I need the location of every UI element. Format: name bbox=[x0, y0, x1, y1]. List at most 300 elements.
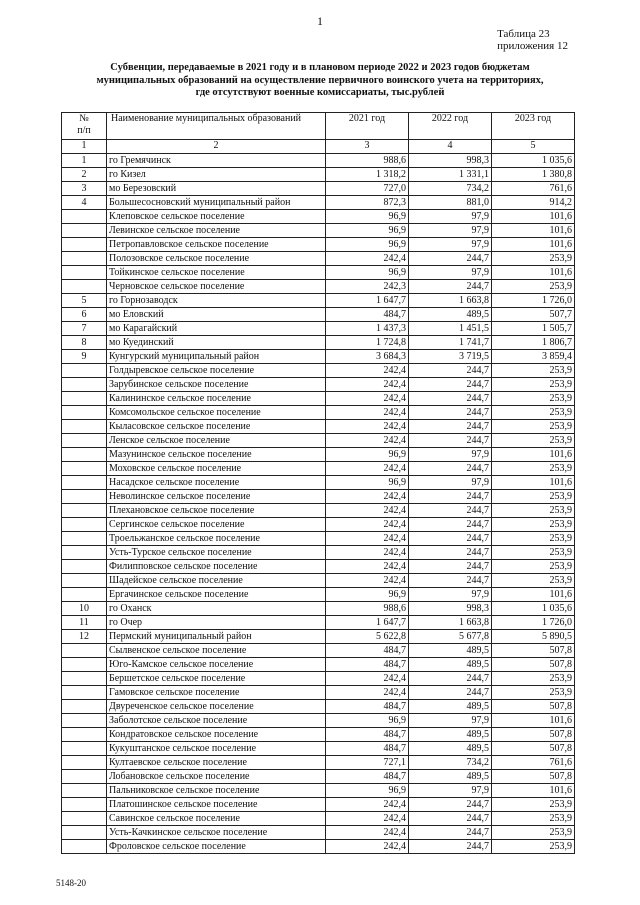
row-number bbox=[62, 672, 107, 686]
municipality-name: Бершетское сельское поселение bbox=[107, 672, 326, 686]
value-2022: 244,7 bbox=[409, 518, 492, 532]
row-number bbox=[62, 518, 107, 532]
value-2023: 253,9 bbox=[492, 546, 575, 560]
value-2022: 244,7 bbox=[409, 252, 492, 266]
table-row bbox=[62, 392, 575, 406]
table-row bbox=[62, 658, 575, 672]
value-2021: 96,9 bbox=[326, 238, 409, 252]
municipality-name: Полозовское сельское поселение bbox=[107, 252, 326, 266]
value-2022: 489,5 bbox=[409, 770, 492, 784]
row-number: 5 bbox=[62, 294, 107, 308]
municipality-name: Савинское сельское поселение bbox=[107, 812, 326, 826]
municipality-name: Юго-Камское сельское поселение bbox=[107, 658, 326, 672]
municipality-name: го Оханск bbox=[107, 602, 326, 616]
row-number: 8 bbox=[62, 336, 107, 350]
row-number bbox=[62, 448, 107, 462]
municipality-name: Тойкинское сельское поселение bbox=[107, 266, 326, 280]
value-2021: 988,6 bbox=[326, 154, 409, 168]
col-number: 1 bbox=[62, 140, 107, 154]
title-line: муниципальных образований на осуществление первичного воинского учета на территориях, bbox=[96, 74, 544, 86]
table-row bbox=[62, 742, 575, 756]
table-row bbox=[62, 462, 575, 476]
table-header-row bbox=[62, 113, 575, 140]
value-2022: 489,5 bbox=[409, 658, 492, 672]
row-number: 7 bbox=[62, 322, 107, 336]
value-2023: 253,9 bbox=[492, 686, 575, 700]
value-2021: 484,7 bbox=[326, 770, 409, 784]
municipality-name: мо Куединский bbox=[107, 336, 326, 350]
table-row bbox=[62, 224, 575, 238]
municipality-name: Большесосновский муниципальный район bbox=[107, 196, 326, 210]
value-2022: 1 741,7 bbox=[409, 336, 492, 350]
value-2023: 507,8 bbox=[492, 644, 575, 658]
value-2021: 96,9 bbox=[326, 224, 409, 238]
value-2022: 97,9 bbox=[409, 476, 492, 490]
row-number bbox=[62, 658, 107, 672]
value-2022: 244,7 bbox=[409, 378, 492, 392]
table-row bbox=[62, 448, 575, 462]
row-number bbox=[62, 210, 107, 224]
value-2021: 1 647,7 bbox=[326, 616, 409, 630]
page-number: 1 bbox=[317, 14, 323, 28]
value-2023: 253,9 bbox=[492, 392, 575, 406]
municipality-name: го Очер bbox=[107, 616, 326, 630]
municipality-name: мо Еловский bbox=[107, 308, 326, 322]
municipality-name: Черновское сельское поселение bbox=[107, 280, 326, 294]
municipality-name: Пальниковское сельское поселение bbox=[107, 784, 326, 798]
municipality-name: Насадское сельское поселение bbox=[107, 476, 326, 490]
value-2021: 3 684,3 bbox=[326, 350, 409, 364]
table-row bbox=[62, 266, 575, 280]
value-2023: 101,6 bbox=[492, 588, 575, 602]
value-2023: 761,6 bbox=[492, 756, 575, 770]
value-2021: 242,4 bbox=[326, 560, 409, 574]
municipality-name: мо Карагайский bbox=[107, 322, 326, 336]
value-2023: 761,6 bbox=[492, 182, 575, 196]
value-2023: 253,9 bbox=[492, 462, 575, 476]
municipality-name: Заболотское сельское поселение bbox=[107, 714, 326, 728]
value-2023: 1 505,7 bbox=[492, 322, 575, 336]
table-row bbox=[62, 756, 575, 770]
table-row bbox=[62, 588, 575, 602]
row-number bbox=[62, 490, 107, 504]
row-number: 6 bbox=[62, 308, 107, 322]
value-2023: 1 035,6 bbox=[492, 154, 575, 168]
municipality-name: Мазунинское сельское поселение bbox=[107, 448, 326, 462]
table-row bbox=[62, 336, 575, 350]
value-2022: 244,7 bbox=[409, 392, 492, 406]
value-2023: 5 890,5 bbox=[492, 630, 575, 644]
value-2023: 507,8 bbox=[492, 658, 575, 672]
table-row bbox=[62, 490, 575, 504]
municipality-name: Кондратовское сельское поселение bbox=[107, 728, 326, 742]
value-2022: 3 719,5 bbox=[409, 350, 492, 364]
value-2021: 1 318,2 bbox=[326, 168, 409, 182]
row-number bbox=[62, 266, 107, 280]
value-2022: 244,7 bbox=[409, 574, 492, 588]
municipality-name: Троельжанское сельское поселение bbox=[107, 532, 326, 546]
header-name: Наименование муниципальных образований bbox=[107, 113, 326, 140]
municipality-name: Платошинское сельское поселение bbox=[107, 798, 326, 812]
municipality-name: го Горнозаводск bbox=[107, 294, 326, 308]
municipality-name: Кукуштанское сельское поселение bbox=[107, 742, 326, 756]
value-2022: 244,7 bbox=[409, 812, 492, 826]
value-2022: 489,5 bbox=[409, 728, 492, 742]
municipality-name: Гамовское сельское поселение bbox=[107, 686, 326, 700]
value-2023: 253,9 bbox=[492, 378, 575, 392]
header-2021: 2021 год bbox=[326, 113, 409, 140]
value-2021: 242,4 bbox=[326, 364, 409, 378]
table-row bbox=[62, 644, 575, 658]
value-2021: 96,9 bbox=[326, 210, 409, 224]
value-2022: 998,3 bbox=[409, 602, 492, 616]
table-row bbox=[62, 672, 575, 686]
value-2022: 489,5 bbox=[409, 700, 492, 714]
value-2022: 1 451,5 bbox=[409, 322, 492, 336]
row-number bbox=[62, 840, 107, 854]
value-2021: 1 437,3 bbox=[326, 322, 409, 336]
table-row bbox=[62, 714, 575, 728]
table-row bbox=[62, 770, 575, 784]
value-2021: 242,4 bbox=[326, 434, 409, 448]
col-number: 3 bbox=[326, 140, 409, 154]
value-2023: 253,9 bbox=[492, 364, 575, 378]
value-2023: 101,6 bbox=[492, 714, 575, 728]
value-2022: 244,7 bbox=[409, 364, 492, 378]
value-2022: 244,7 bbox=[409, 546, 492, 560]
value-2021: 242,4 bbox=[326, 504, 409, 518]
table-row bbox=[62, 518, 575, 532]
row-number bbox=[62, 742, 107, 756]
municipality-name: Ергачинское сельское поселение bbox=[107, 588, 326, 602]
table-row bbox=[62, 364, 575, 378]
value-2022: 97,9 bbox=[409, 224, 492, 238]
value-2023: 101,6 bbox=[492, 224, 575, 238]
value-2021: 242,4 bbox=[326, 672, 409, 686]
row-number bbox=[62, 504, 107, 518]
row-number bbox=[62, 574, 107, 588]
value-2021: 242,4 bbox=[326, 392, 409, 406]
municipality-name: Левинское сельское поселение bbox=[107, 224, 326, 238]
municipality-name: Пермский муниципальный район bbox=[107, 630, 326, 644]
value-2023: 253,9 bbox=[492, 672, 575, 686]
value-2022: 244,7 bbox=[409, 798, 492, 812]
footer-code: 5148-20 bbox=[56, 878, 86, 888]
value-2023: 101,6 bbox=[492, 448, 575, 462]
value-2023: 507,8 bbox=[492, 728, 575, 742]
row-number bbox=[62, 238, 107, 252]
value-2021: 484,7 bbox=[326, 308, 409, 322]
value-2023: 253,9 bbox=[492, 574, 575, 588]
value-2022: 1 331,1 bbox=[409, 168, 492, 182]
value-2023: 1 380,8 bbox=[492, 168, 575, 182]
row-number bbox=[62, 714, 107, 728]
value-2021: 242,3 bbox=[326, 280, 409, 294]
value-2022: 1 663,8 bbox=[409, 294, 492, 308]
value-2022: 244,7 bbox=[409, 826, 492, 840]
value-2022: 734,2 bbox=[409, 182, 492, 196]
table-row bbox=[62, 686, 575, 700]
municipality-name: Голдыревское сельское поселение bbox=[107, 364, 326, 378]
municipality-name: Кунгурский муниципальный район bbox=[107, 350, 326, 364]
table-row bbox=[62, 420, 575, 434]
header-2022: 2022 год bbox=[409, 113, 492, 140]
table-ref-line: Таблица 23 bbox=[497, 28, 550, 40]
row-number bbox=[62, 644, 107, 658]
value-2023: 1 806,7 bbox=[492, 336, 575, 350]
value-2022: 244,7 bbox=[409, 406, 492, 420]
value-2021: 727,1 bbox=[326, 756, 409, 770]
value-2023: 253,9 bbox=[492, 252, 575, 266]
col-number: 4 bbox=[409, 140, 492, 154]
value-2022: 97,9 bbox=[409, 588, 492, 602]
column-number-row bbox=[62, 140, 575, 154]
table-row bbox=[62, 840, 575, 854]
municipality-name: Плехановское сельское поселение bbox=[107, 504, 326, 518]
value-2021: 242,4 bbox=[326, 518, 409, 532]
value-2023: 253,9 bbox=[492, 504, 575, 518]
table-reference bbox=[497, 28, 568, 52]
value-2021: 242,4 bbox=[326, 686, 409, 700]
value-2021: 484,7 bbox=[326, 700, 409, 714]
value-2022: 97,9 bbox=[409, 714, 492, 728]
table-row bbox=[62, 574, 575, 588]
value-2023: 101,6 bbox=[492, 210, 575, 224]
value-2022: 97,9 bbox=[409, 448, 492, 462]
value-2021: 1 724,8 bbox=[326, 336, 409, 350]
table-row bbox=[62, 532, 575, 546]
municipality-name: Двуреченское сельское поселение bbox=[107, 700, 326, 714]
value-2021: 484,7 bbox=[326, 728, 409, 742]
municipality-name: Усть-Турское сельское поселение bbox=[107, 546, 326, 560]
value-2022: 244,7 bbox=[409, 560, 492, 574]
value-2023: 253,9 bbox=[492, 560, 575, 574]
value-2023: 253,9 bbox=[492, 490, 575, 504]
value-2021: 5 622,8 bbox=[326, 630, 409, 644]
municipality-name: Неволинское сельское поселение bbox=[107, 490, 326, 504]
value-2023: 253,9 bbox=[492, 434, 575, 448]
row-number bbox=[62, 406, 107, 420]
value-2023: 253,9 bbox=[492, 826, 575, 840]
table-row bbox=[62, 476, 575, 490]
value-2022: 97,9 bbox=[409, 238, 492, 252]
value-2021: 484,7 bbox=[326, 742, 409, 756]
row-number: 12 bbox=[62, 630, 107, 644]
value-2021: 242,4 bbox=[326, 406, 409, 420]
municipality-name: го Кизел bbox=[107, 168, 326, 182]
value-2023: 253,9 bbox=[492, 280, 575, 294]
row-number bbox=[62, 798, 107, 812]
table-row bbox=[62, 602, 575, 616]
table-row bbox=[62, 546, 575, 560]
table-row bbox=[62, 504, 575, 518]
municipality-name: Култаевское сельское поселение bbox=[107, 756, 326, 770]
value-2022: 244,7 bbox=[409, 672, 492, 686]
table-body bbox=[62, 154, 575, 854]
row-number bbox=[62, 756, 107, 770]
row-number bbox=[62, 826, 107, 840]
table-row bbox=[62, 252, 575, 266]
value-2023: 1 726,0 bbox=[492, 294, 575, 308]
table-row bbox=[62, 560, 575, 574]
municipality-name: Лобановское сельское поселение bbox=[107, 770, 326, 784]
table-row bbox=[62, 322, 575, 336]
municipality-name: Зарубинское сельское поселение bbox=[107, 378, 326, 392]
row-number bbox=[62, 280, 107, 294]
value-2023: 3 859,4 bbox=[492, 350, 575, 364]
table-row bbox=[62, 406, 575, 420]
value-2022: 734,2 bbox=[409, 756, 492, 770]
row-number bbox=[62, 784, 107, 798]
municipality-name: го Гремячинск bbox=[107, 154, 326, 168]
value-2022: 244,7 bbox=[409, 840, 492, 854]
value-2021: 96,9 bbox=[326, 784, 409, 798]
table-ref-line: приложения 12 bbox=[497, 40, 568, 52]
col-number: 5 bbox=[492, 140, 575, 154]
header-num: № п/п bbox=[62, 113, 107, 140]
row-number: 4 bbox=[62, 196, 107, 210]
value-2021: 242,4 bbox=[326, 826, 409, 840]
document-title bbox=[60, 62, 580, 100]
value-2021: 242,4 bbox=[326, 532, 409, 546]
value-2023: 914,2 bbox=[492, 196, 575, 210]
col-number: 2 bbox=[107, 140, 326, 154]
table-row bbox=[62, 210, 575, 224]
value-2023: 253,9 bbox=[492, 812, 575, 826]
value-2022: 998,3 bbox=[409, 154, 492, 168]
table-row bbox=[62, 826, 575, 840]
value-2023: 253,9 bbox=[492, 798, 575, 812]
value-2023: 253,9 bbox=[492, 532, 575, 546]
row-number: 9 bbox=[62, 350, 107, 364]
value-2023: 253,9 bbox=[492, 420, 575, 434]
value-2021: 242,4 bbox=[326, 546, 409, 560]
value-2023: 507,8 bbox=[492, 770, 575, 784]
row-number bbox=[62, 770, 107, 784]
value-2022: 244,7 bbox=[409, 686, 492, 700]
value-2021: 96,9 bbox=[326, 588, 409, 602]
value-2022: 5 677,8 bbox=[409, 630, 492, 644]
value-2023: 101,6 bbox=[492, 266, 575, 280]
value-2023: 253,9 bbox=[492, 406, 575, 420]
row-number: 3 bbox=[62, 182, 107, 196]
value-2022: 1 663,8 bbox=[409, 616, 492, 630]
subvention-table bbox=[61, 112, 575, 854]
table-row bbox=[62, 294, 575, 308]
value-2023: 253,9 bbox=[492, 840, 575, 854]
municipality-name: мо Березовский bbox=[107, 182, 326, 196]
value-2023: 101,6 bbox=[492, 238, 575, 252]
row-number bbox=[62, 686, 107, 700]
row-number bbox=[62, 434, 107, 448]
table-row bbox=[62, 280, 575, 294]
value-2021: 242,4 bbox=[326, 490, 409, 504]
row-number: 1 bbox=[62, 154, 107, 168]
value-2021: 988,6 bbox=[326, 602, 409, 616]
value-2022: 97,9 bbox=[409, 210, 492, 224]
value-2021: 242,4 bbox=[326, 840, 409, 854]
table-row bbox=[62, 798, 575, 812]
value-2021: 727,0 bbox=[326, 182, 409, 196]
table-row bbox=[62, 630, 575, 644]
table-row bbox=[62, 350, 575, 364]
row-number bbox=[62, 462, 107, 476]
table-row bbox=[62, 238, 575, 252]
row-number: 11 bbox=[62, 616, 107, 630]
title-line: Субвенции, передаваемые в 2021 году и в плановом периоде 2022 и 2023 годов бюджетам bbox=[110, 62, 530, 73]
value-2021: 242,4 bbox=[326, 462, 409, 476]
value-2023: 1 035,6 bbox=[492, 602, 575, 616]
value-2022: 244,7 bbox=[409, 280, 492, 294]
table-row bbox=[62, 434, 575, 448]
municipality-name: Шадейское сельское поселение bbox=[107, 574, 326, 588]
value-2022: 244,7 bbox=[409, 504, 492, 518]
value-2021: 242,4 bbox=[326, 420, 409, 434]
table-row bbox=[62, 700, 575, 714]
value-2021: 484,7 bbox=[326, 658, 409, 672]
municipality-name: Филипповское сельское поселение bbox=[107, 560, 326, 574]
header-2023: 2023 год bbox=[492, 113, 575, 140]
municipality-name: Комсомольское сельское поселение bbox=[107, 406, 326, 420]
value-2023: 101,6 bbox=[492, 476, 575, 490]
value-2022: 489,5 bbox=[409, 308, 492, 322]
value-2023: 1 726,0 bbox=[492, 616, 575, 630]
row-number bbox=[62, 546, 107, 560]
row-number bbox=[62, 532, 107, 546]
value-2023: 507,8 bbox=[492, 700, 575, 714]
value-2022: 244,7 bbox=[409, 532, 492, 546]
title-line: где отсутствуют военные комиссариаты, тыс.рублей bbox=[195, 87, 445, 98]
municipality-name: Сылвенское сельское поселение bbox=[107, 644, 326, 658]
value-2023: 507,8 bbox=[492, 742, 575, 756]
municipality-name: Кыласовское сельское поселение bbox=[107, 420, 326, 434]
row-number: 2 bbox=[62, 168, 107, 182]
row-number bbox=[62, 812, 107, 826]
row-number bbox=[62, 420, 107, 434]
table-row bbox=[62, 378, 575, 392]
value-2022: 244,7 bbox=[409, 434, 492, 448]
table-row bbox=[62, 154, 575, 168]
municipality-name: Калининское сельское поселение bbox=[107, 392, 326, 406]
table-row bbox=[62, 728, 575, 742]
municipality-name: Усть-Качкинское сельское поселение bbox=[107, 826, 326, 840]
row-number bbox=[62, 252, 107, 266]
table-row bbox=[62, 616, 575, 630]
row-number bbox=[62, 476, 107, 490]
value-2022: 244,7 bbox=[409, 490, 492, 504]
table-row bbox=[62, 182, 575, 196]
row-number bbox=[62, 700, 107, 714]
value-2022: 244,7 bbox=[409, 462, 492, 476]
value-2021: 242,4 bbox=[326, 252, 409, 266]
value-2021: 484,7 bbox=[326, 644, 409, 658]
value-2021: 242,4 bbox=[326, 378, 409, 392]
value-2022: 97,9 bbox=[409, 266, 492, 280]
value-2021: 96,9 bbox=[326, 714, 409, 728]
value-2021: 872,3 bbox=[326, 196, 409, 210]
municipality-name: Ленское сельское поселение bbox=[107, 434, 326, 448]
table-row bbox=[62, 168, 575, 182]
municipality-name: Фроловское сельское поселение bbox=[107, 840, 326, 854]
value-2021: 242,4 bbox=[326, 574, 409, 588]
value-2022: 97,9 bbox=[409, 784, 492, 798]
row-number bbox=[62, 224, 107, 238]
row-number bbox=[62, 378, 107, 392]
row-number bbox=[62, 560, 107, 574]
row-number bbox=[62, 364, 107, 378]
value-2023: 507,7 bbox=[492, 308, 575, 322]
municipality-name: Сергинское сельское поселение bbox=[107, 518, 326, 532]
